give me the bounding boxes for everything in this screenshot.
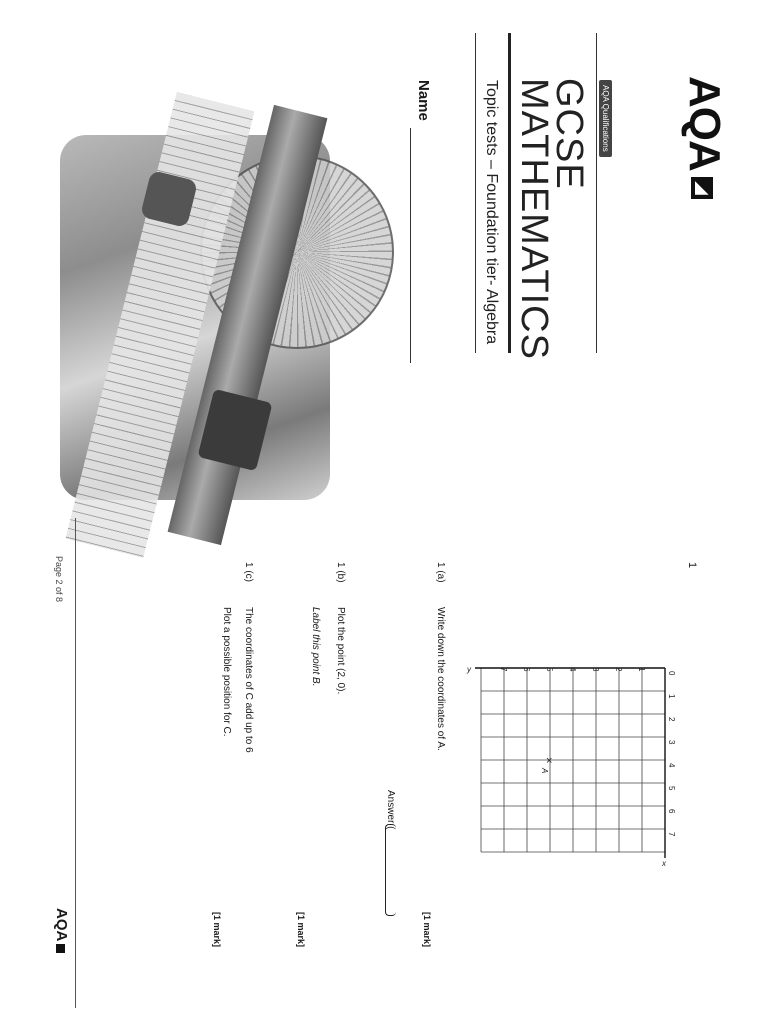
question-number-top: 1 xyxy=(686,562,698,569)
footer-rule xyxy=(75,518,76,1008)
q1c-mark: [1 mark] xyxy=(212,912,222,948)
y-tick-label: 4 xyxy=(568,667,577,672)
q1c-text-2: Plot a possible position for C. xyxy=(221,607,232,737)
q1a-number: 1 (a) xyxy=(435,562,446,583)
aqa-footer-text: AQA xyxy=(53,908,70,942)
page-footer: Page 2 of 8 xyxy=(54,556,64,603)
answer-input[interactable] xyxy=(385,824,396,916)
cover-photo-geometry-tools xyxy=(60,135,330,500)
q1a-mark: [1 mark] xyxy=(422,912,432,948)
aqa-footer-mark-icon xyxy=(56,944,65,953)
name-label: Name xyxy=(415,80,432,121)
x-tick-label: 1 xyxy=(667,694,676,699)
x-tick-label: 4 xyxy=(667,763,676,768)
q1c-number: 1 (c) xyxy=(243,562,254,582)
x-tick-label: 3 xyxy=(667,740,676,745)
name-field-line[interactable] xyxy=(410,128,411,363)
y-tick-label: 7 xyxy=(499,667,508,672)
x-tick-label: 5 xyxy=(667,786,676,791)
y-tick-label: 1 xyxy=(637,667,646,672)
x-axis-label: x xyxy=(662,859,666,868)
x-tick-label: 0 xyxy=(667,671,676,676)
aqa-logo xyxy=(679,76,729,199)
subtitle-rule xyxy=(475,33,476,353)
q1b-number: 1 (b) xyxy=(335,562,346,583)
aqa-logo-mark-icon xyxy=(691,177,713,199)
y-tick-label: 3 xyxy=(591,667,600,672)
q1b-mark: [1 mark] xyxy=(296,912,306,948)
q1c-text-1: The coordinates of C add up to 6 xyxy=(243,607,254,753)
x-tick-label: 2 xyxy=(667,717,676,722)
y-axis-label: y xyxy=(467,665,471,674)
y-tick-label: 6 xyxy=(522,667,531,672)
title-bottom-rule xyxy=(508,33,511,353)
coordinate-grid-svg xyxy=(467,662,676,868)
subtitle: Topic tests – Foundation tier- Algebra xyxy=(483,80,500,345)
x-tick-label: 6 xyxy=(667,809,676,814)
point-a-cross: × xyxy=(546,755,553,767)
title-mathematics: MATHEMATICS xyxy=(513,78,555,360)
answer-label: Answer ( xyxy=(385,790,396,830)
title-gcse: GCSE xyxy=(548,78,590,190)
y-tick-label: 5 xyxy=(545,667,554,672)
qualifications-badge: AQA Qualifications xyxy=(599,80,612,157)
aqa-footer-logo xyxy=(53,908,70,953)
title-top-rule xyxy=(596,33,597,353)
coordinate-grid[interactable] xyxy=(467,662,676,868)
x-tick-label: 7 xyxy=(667,832,676,837)
q1b-text-1: Plot the point (2, 0). xyxy=(335,607,346,695)
q1a-text: Write down the coordinates of A. xyxy=(435,607,446,751)
q1b-text-2: Label this point B. xyxy=(310,607,321,687)
y-tick-label: 2 xyxy=(614,667,623,672)
aqa-logo-text: AQA xyxy=(680,76,729,171)
point-a-label: A xyxy=(540,768,549,774)
